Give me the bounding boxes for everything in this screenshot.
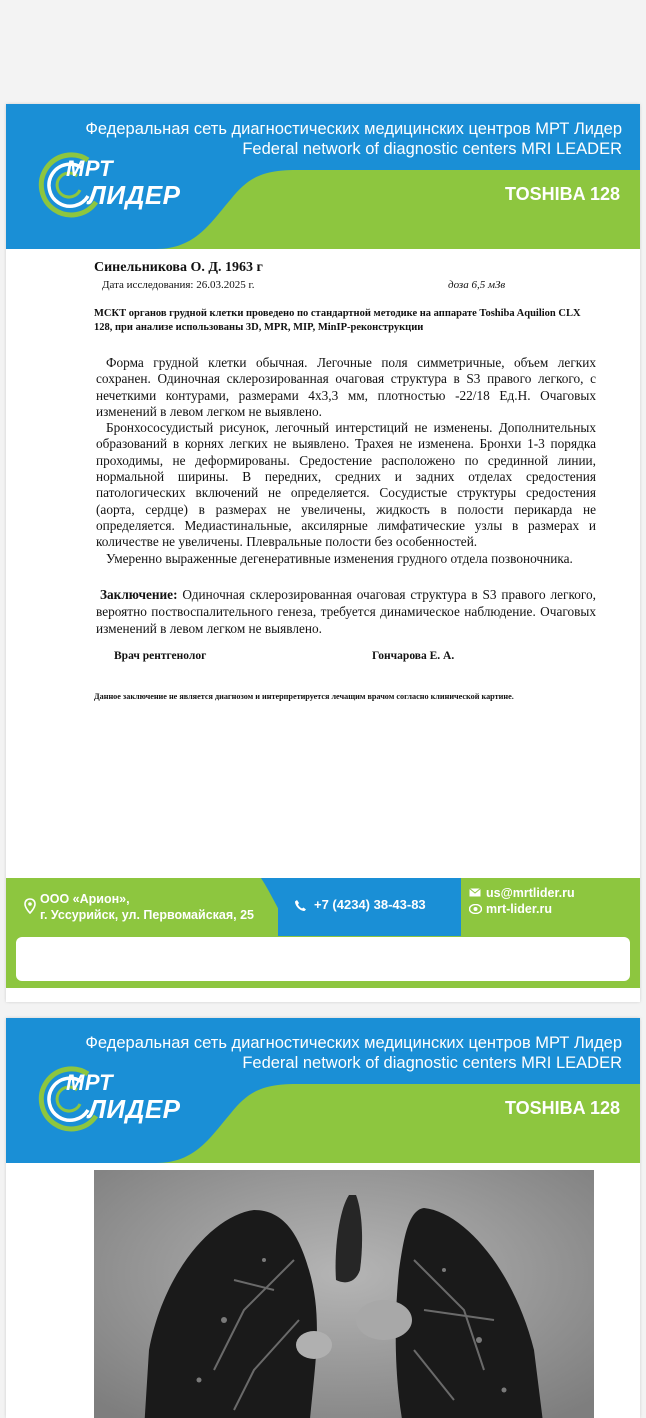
findings-paragraph: Умеренно выраженные дегенеративные изменения грудного отдела позвоночника. [106,550,573,566]
phone-icon [294,899,307,912]
disclaimer: Данное заключение не является диагнозом и интерпретируется лечащим врачом согласно клинической картине. [94,691,514,701]
exam-meta [102,279,596,295]
logo-text-bottom: ЛИДЕР [88,180,181,210]
street-address: г. Уссурийск, ул. Первомайская, 25 [40,908,254,922]
footer-white-panel [16,937,630,981]
logo-text-top: МРТ [66,156,114,181]
report-page-1 [6,104,640,1002]
location-pin-icon [24,898,36,914]
doctor-name: Гончарова Е. А. [372,649,455,662]
conclusion-text: Одиночная склерозированная очаговая структура в S3 правого легкого, вероятно поствоспалительного генеза, требуется динамическое наблюдение. Очаговых изменений в левом легком не выявлено. [96,586,596,636]
network-name-en: Federal network of diagnostic centers MRI LEADER [242,140,622,158]
ct-scan-picture [94,1170,594,1418]
exam-date: Дата исследования: 26.03.2025 г. [102,279,255,291]
network-name-en: Federal network of diagnostic centers MRI LEADER [242,1054,622,1072]
email-link[interactable]: us@mrtlider.ru [486,886,575,900]
website-link[interactable]: mrt-lider.ru [486,902,552,916]
web-icon [469,904,482,914]
scanner-model: TOSHIBA 128 [504,1098,620,1118]
doctor-role: Врач рентгенолог [114,649,207,662]
scanner-model: TOSHIBA 128 [504,184,620,204]
patient-name: Синельникова О. Д. 1963 г [94,260,263,275]
mrt-lider-logo [36,1064,211,1134]
findings-paragraph: Форма грудной клетки обычная. Легочные поля симметричные, объем легких сохранен. Одиночная склерозированная очаговая структура в S3 правого легкого, с нечеткими контурами, размерами 4x3,3 мм, плотностью -22/18 Ед.Н. Очаговых изменений в левом легком не выявлено. [96,355,596,419]
findings-paragraph: Бронхососудистый рисунок, легочный интерстиций не изменены. Дополнительных образований в корнях легких не выявлено. Трахея не изменена. Бронхи 1-3 порядка проходимы, не деформированы. Средостение расположено по срединной линии, нормальной ширины. В передних, средних и задних отделах средостения патологических включений не определяется. Сосудистые структуры средостения (аорта, сердце) в размерах не увеличены, жидкость в полости перикарда не определяется. Медиастинальные, аксилярные лимфатические узлы в размерах и количестве не увеличены. Плевральные полости без особенностей. [96,420,596,550]
conclusion-label: Заключение: [100,586,178,602]
chest-ct-image [94,1170,594,1418]
report-body [94,260,596,701]
method-description: МСКТ органов грудной клетки проведено по стандартной методике на аппарате Toshiba Aquilion CLX 128, при анализе использованы 3D, MPR, MIP, MinIP-реконструкции [94,308,581,333]
org-name: ООО «Арион», [40,892,130,906]
logo-text-bottom: ЛИДЕР [88,1094,181,1124]
footer-contacts [486,885,575,917]
phone-number[interactable]: +7 (4234) 38-43-83 [314,897,426,912]
network-name-ru: Федеральная сеть диагностических медицинских центров МРТ Лидер [85,1034,622,1052]
email-icon [469,888,481,897]
network-name-ru: Федеральная сеть диагностических медицинских центров МРТ Лидер [85,120,622,138]
logo-text-top: МРТ [66,1070,114,1095]
findings [94,355,596,567]
letterhead [6,104,640,249]
letterhead [6,1018,640,1163]
signature-line [94,650,596,668]
mrt-lider-logo [36,150,211,220]
footer-address [40,891,254,923]
radiation-dose: доза 6,5 мЗв [448,279,506,291]
letterhead-footer [6,878,640,988]
conclusion [94,586,596,637]
report-page-2 [6,1018,640,1418]
